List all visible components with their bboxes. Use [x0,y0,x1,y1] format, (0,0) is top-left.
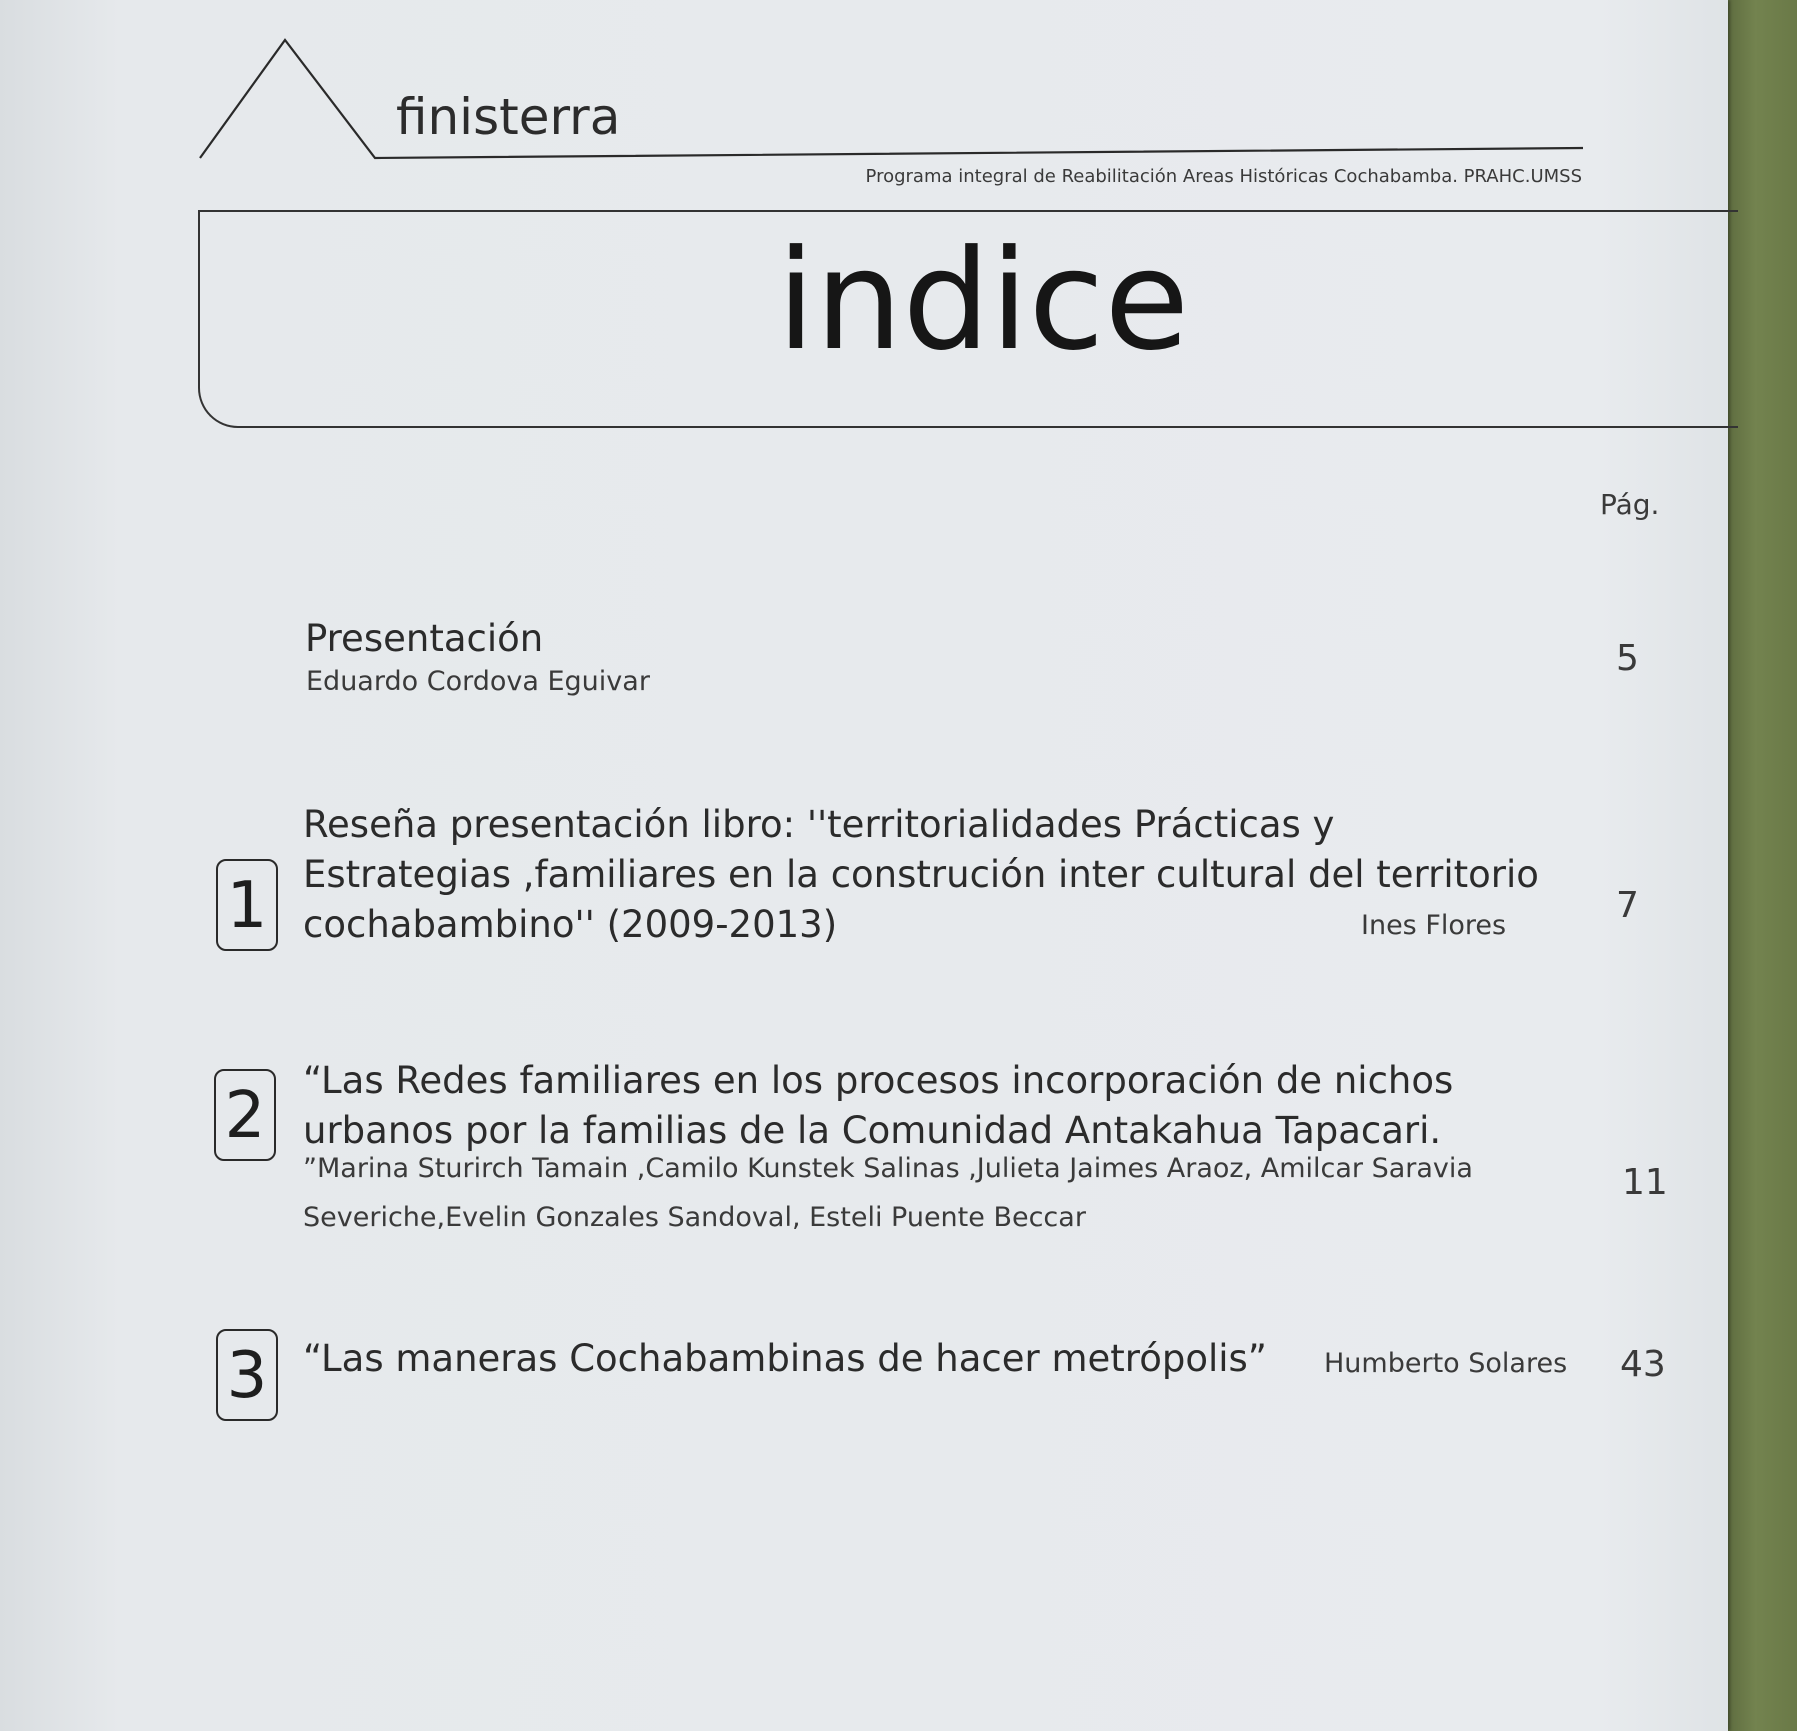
entry-number-badge: 3 [216,1329,278,1421]
entry-page-number: 5 [1616,638,1639,679]
page-column-label: Pág. [1600,488,1660,521]
entry-title-line: cochabambino'' (2009-2013) [303,903,838,946]
entry-page-number: 11 [1622,1162,1668,1203]
entry-author-line: Severiche,Evelin Gonzales Sandoval, Esteli Puente Beccar [303,1202,1086,1233]
entry-number-badge: 1 [216,859,278,951]
entry-title-line: Estrategias ,familiares en la construción inter cultural del territorio [303,853,1539,896]
entry-title-line: urbanos por la familias de la Comunidad Antakahua Tapacari. [303,1109,1442,1152]
entry-page-number: 7 [1616,885,1639,926]
entry-title: “Las maneras Cochabambinas de hacer metrópolis” [303,1337,1267,1380]
entry-author: Eduardo Cordova Eguivar [306,666,650,697]
entry-page-number: 43 [1620,1344,1666,1385]
entry-title-line: “Las Redes familiares en los procesos incorporación de nichos [303,1059,1454,1102]
program-name: Programa integral de Reabilitación Areas Históricas Cochabamba. PRAHC.UMSS [865,166,1582,187]
entry-author-line: ”Marina Sturirch Tamain ,Camilo Kunstek Salinas ,Julieta Jaimes Araoz, Amilcar Saravia [303,1153,1473,1184]
brand-name: finisterra [396,88,621,146]
page-title: indice [776,220,1190,381]
entry-author: Humberto Solares [1324,1348,1568,1379]
entry-author: Ines Flores [1361,910,1507,941]
entry-number-badge: 2 [214,1069,276,1161]
entry-title: Presentación [305,617,544,660]
entry-title-line: Reseña presentación libro: ''territorialidades Prácticas y [303,803,1335,846]
